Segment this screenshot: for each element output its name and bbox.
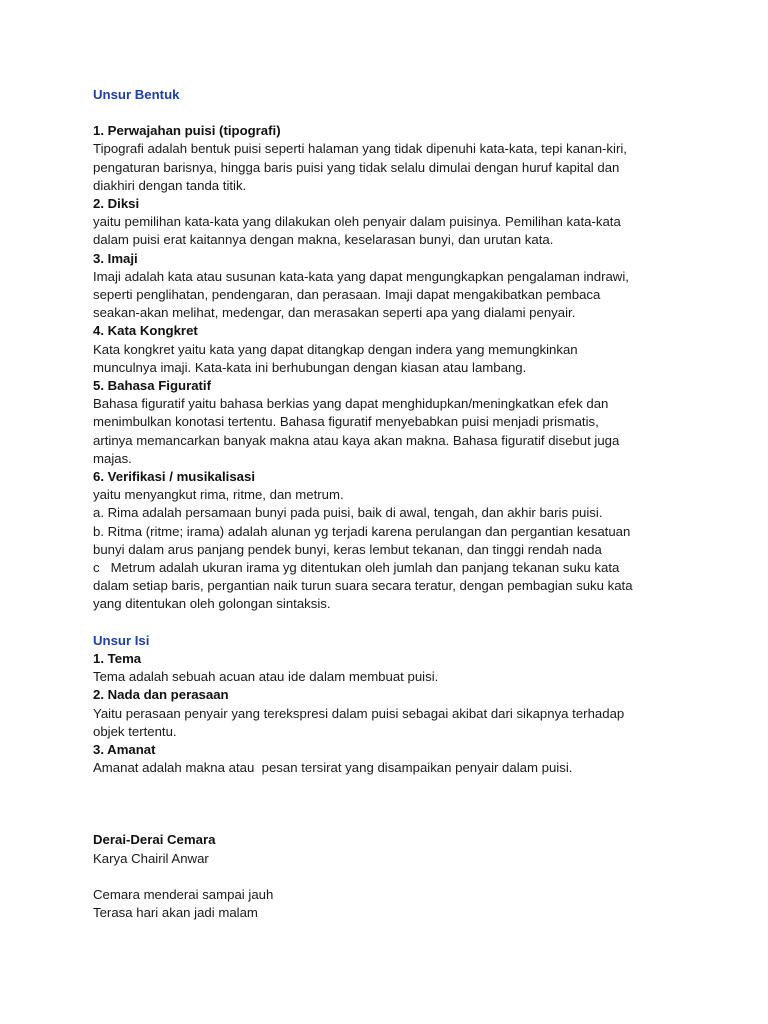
paragraph-line: seakan-akan melihat, medengar, dan merasakan seperti apa yang dialami penyair. [93,305,576,321]
item-heading: 3. Amanat [93,741,156,757]
paragraph-line: bunyi dalam arus panjang pendek bunyi, keras lembut tekanan, dan tinggi rendah nada [93,541,602,557]
item-heading: 3. Imaji [93,250,138,266]
paragraph-line: Yaitu perasaan penyair yang terekspresi dalam puisi sebagai akibat dari sikapnya terhadap [93,705,625,721]
paragraph-line: b. Ritma (ritme; irama) adalah alunan yg terjadi karena perulangan dan pergantian kesatuan [93,523,631,539]
section-title-unsur-isi: Unsur Isi [93,632,150,648]
poem-title: Derai-Derai Cemara [93,832,216,848]
paragraph-line: dalam puisi erat kaitannya dengan makna, keselarasan bunyi, dan urutan kata. [93,232,554,248]
paragraph-line: majas. [93,450,132,466]
paragraph-line: dalam setiap baris, pergantian naik turun suara secara teratur, dengan pembagian suku kata [93,578,633,594]
paragraph-line: yang ditentukan oleh golongan sintaksis. [93,596,331,612]
paragraph-line: seperti penglihatan, pendengaran, dan perasaan. Imaji dapat mengakibatkan pembaca [93,287,601,303]
item-heading: 5. Bahasa Figuratif [93,378,211,394]
paragraph-line: yaitu menyangkut rima, ritme, dan metrum. [93,487,344,503]
paragraph-line: munculnya imaji. Kata-kata ini berhubungan dengan kiasan atau lambang. [93,359,527,375]
paragraph-line: Tema adalah sebuah acuan atau ide dalam membuat puisi. [93,669,439,685]
paragraph-line: objek tertentu. [93,723,177,739]
item-heading: 1. Perwajahan puisi (tipografi) [93,123,281,139]
item-heading: 2. Nada dan perasaan [93,687,229,703]
paragraph-line: menimbulkan konotasi tertentu. Bahasa figuratif menyebabkan puisi menjadi prismatis, [93,414,599,430]
item-heading: 1. Tema [93,650,142,666]
paragraph-line: Amanat adalah makna atau pesan tersirat yang disampaikan penyair dalam puisi. [93,760,573,776]
item-heading: 6. Verifikasi / musikalisasi [93,469,256,485]
poem-author: Karya Chairil Anwar [93,850,209,866]
paragraph-line: Tipografi adalah bentuk puisi seperti halaman yang tidak dipenuhi kata-kata, tepi kanan-kiri, [93,141,627,157]
paragraph-line: c Metrum adalah ukuran irama yg ditentukan oleh jumlah dan panjang tekanan suku kata [93,560,620,576]
paragraph-line: Kata kongkret yaitu kata yang dapat ditangkap dengan indera yang memungkinkan [93,341,578,357]
paragraph-line: artinya memancarkan banyak makna atau kaya akan makna. Bahasa figuratif disebut juga [93,432,620,448]
poem-line: Terasa hari akan jadi malam [93,904,258,920]
paragraph-line: Bahasa figuratif yaitu bahasa berkias yang dapat menghidupkan/meningkatkan efek dan [93,396,609,412]
item-heading: 2. Diksi [93,196,140,212]
paragraph-line: diakhiri dengan tanda titik. [93,177,247,193]
paragraph-line: a. Rima adalah persamaan bunyi pada puisi, baik di awal, tengah, dan akhir baris puisi. [93,505,603,521]
paragraph-line: Imaji adalah kata atau susunan kata-kata yang dapat mengungkapkan pengalaman indrawi, [93,268,629,284]
paragraph-line: yaitu pemilihan kata-kata yang dilakukan oleh penyair dalam puisinya. Pemilihan kata-kata [93,214,621,230]
section-title-unsur-bentuk: Unsur Bentuk [93,87,180,102]
poem-line: Cemara menderai sampai jauh [93,886,274,902]
item-heading: 4. Kata Kongkret [93,323,198,339]
paragraph-line: pengaturan barisnya, hingga baris puisi yang tidak selalu dimulai dengan huruf kapital dan [93,159,620,175]
